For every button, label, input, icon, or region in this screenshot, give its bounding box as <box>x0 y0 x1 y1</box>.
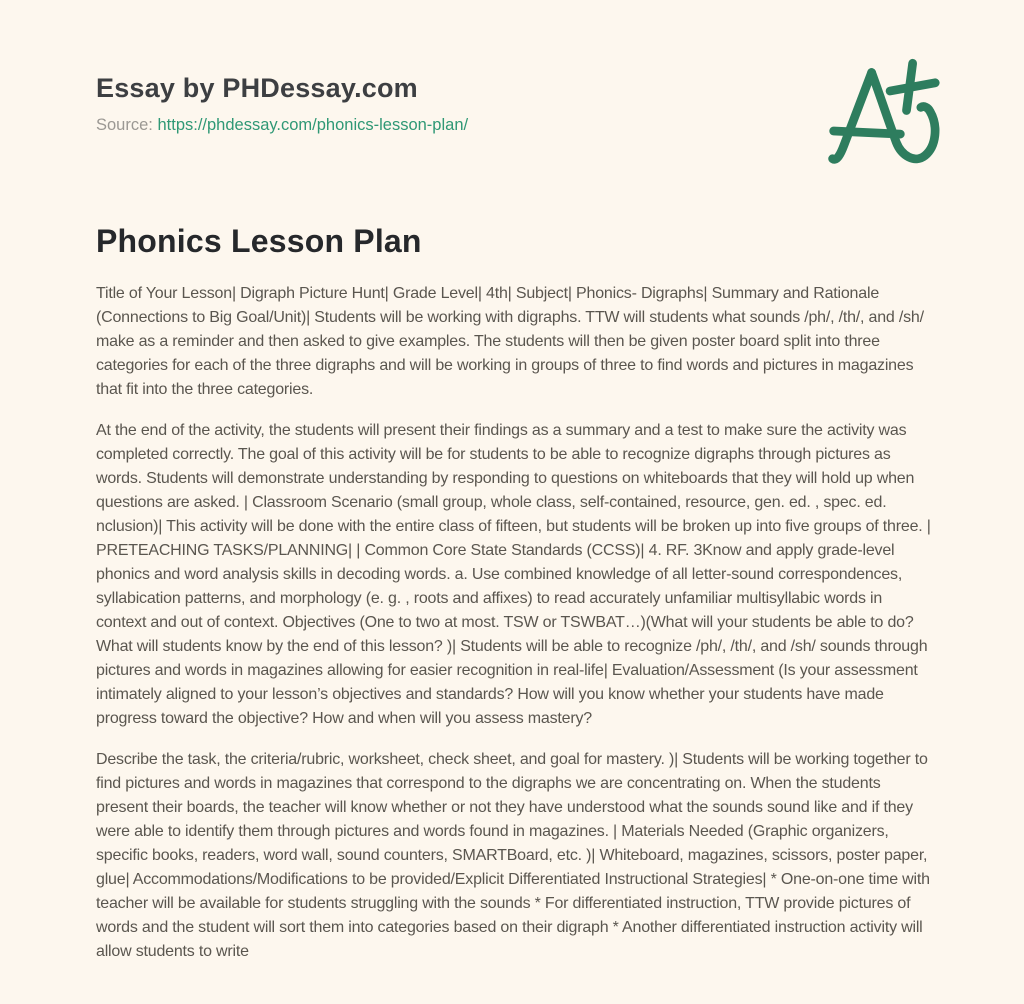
essay-paragraph-3: Describe the task, the criteria/rubric, worksheet, check sheet, and goal for mastery. )| Students will be working together to find pictures and words in magazines that correspond to the digraphs we are concentrating on. When the students present their boards, the teacher will know whether or not they have understood what the sounds sound like and if they were able to identify them through pictures and words found in magazines. | Materials Needed (Graphic organizers, specific books, readers, word wall, sound counters, SMARTBoard, etc. )| Whiteboard, magazines, scissors, poster paper, glue| Accommodations/Modifications to be provided/Explicit Differentiated Instructional Strategies| * One-on-one time with teacher will be available for students struggling with the sounds * For differentiated instruction, TTW provide pictures of words and the student will sort them into categories based on their digraph * Another differentiated instruction activity will allow students to write <box>96 751 930 960</box>
source-line <box>96 114 932 136</box>
page-header <box>96 72 932 136</box>
site-title: Essay by PHDessay.com <box>96 73 418 103</box>
source-url-link[interactable]: https://phdessay.com/phonics-lesson-plan/ <box>157 116 469 134</box>
essay-paragraph-1: Title of Your Lesson| Digraph Picture Hunt| Grade Level| 4th| Subject| Phonics- Digraphs| Summary and Rationale (Connections to Big Goal/Unit)| Students will be working with digraphs. TTW will students what sounds /ph/, /th/, and /sh/ make as a reminder and then asked to give examples. The students will then be given poster board split into three categories for each of the three digraphs and will be working in groups of three to find words and pictures in magazines that fit into the three categories. <box>96 285 924 398</box>
essay-title: Phonics Lesson Plan <box>96 223 422 259</box>
a-plus-logo-icon <box>820 52 954 170</box>
source-label: Source: <box>96 116 153 134</box>
essay-paragraph-2: At the end of the activity, the students will present their findings as a summary and a test to make sure the activity was completed correctly. The goal of this activity will be for students to be able to recognize digraphs through pictures as words. Students will demonstrate understanding by responding to questions on whiteboards that they will hold up when questions are asked. | Classroom Scenario (small group, whole class, self-contained, resource, gen. ed. , spec. ed. nclusion)| This activity will be done with the entire class of fifteen, but students will be broken up into five groups of three. | PRETEACHING TASKS/PLANNING| | Common Core State Standards (CCSS)| 4. RF. 3Know and apply grade-level phonics and word analysis skills in decoding words. a. Use combined knowledge of all letter-sound correspondences, syllabication patterns, and morphology (e. g. , roots and affixes) to read accurately unfamiliar multisyllabic words in context and out of context. Objectives (One to two at most. TSW or TSWBAT…)(What will your students be able to do? What will students know by the end of this lesson? )| Students will be able to recognize /ph/, /th/, and /sh/ sounds through pictures and words in magazines allowing for easier recognition in real-life| Evaluation/Assessment (Is your assessment intimately aligned to your lesson’s objectives and standards? How will you know whether your students have made progress toward the objective? How and when will you assess mastery? <box>96 422 931 727</box>
essay-body <box>96 282 932 964</box>
